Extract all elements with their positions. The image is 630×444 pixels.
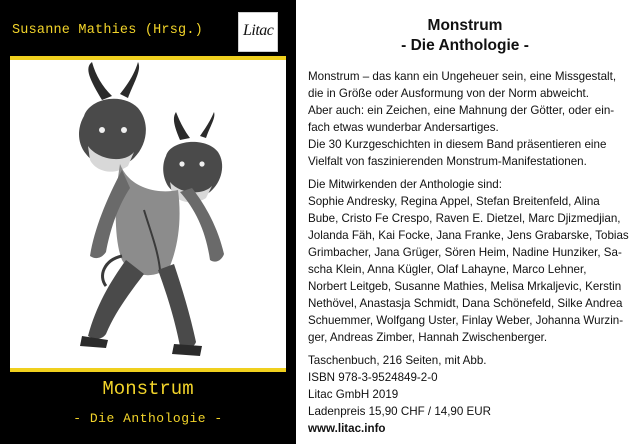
contributors-line: scha Klein, Anna Kügler, Olaf Lahayne, Marco Lehner, [308, 263, 587, 276]
book-description [308, 68, 622, 170]
contributors-line: Schuemmer, Wolfgang Uster, Finlay Weber, Johanna Wurzin- [308, 314, 624, 327]
description-line: Die 30 Kurzgeschichten in diesem Band präsentieren eine [308, 138, 607, 151]
cover-subtitle: - Die Anthologie - [73, 411, 223, 426]
description-line: die in Größe oder Ausformung von der Norm abweicht. [308, 87, 589, 100]
publisher-logo [238, 12, 278, 52]
two-headed-monster-illustration [10, 60, 286, 368]
description-line: Vielfalt von faszinierenden Monstrum-Manifestationen. [308, 155, 587, 168]
contributors-line: Nethövel, Anastasja Schmidt, Dana Schönefeld, Silke Andrea [308, 297, 623, 310]
cover-author: Susanne Mathies (Hrsg.) [12, 23, 203, 38]
contributors-line: Grimbacher, Jana Grüger, Sören Heim, Nadine Hunziker, Sa- [308, 246, 622, 259]
contributors-line: Jolanda Fäh, Kai Focke, Jana Franke, Jens Grabarske, Tobias [308, 229, 629, 242]
contributors-line: Norbert Leitgeb, Susanne Mathies, Melisa Mrkaljevic, Kerstin [308, 280, 622, 293]
cover-illustration [10, 60, 286, 368]
contributors-list [308, 176, 629, 346]
description-line: Monstrum – das kann ein Ungeheuer sein, eine Missgestalt, [308, 70, 617, 83]
publisher-logo-text: Litac [243, 22, 274, 39]
description-line: fach etwas wunderbar Andersartiges. [308, 121, 499, 134]
book-details [308, 352, 622, 437]
cover-title: Monstrum [102, 378, 194, 400]
cover-divider-bottom [10, 368, 286, 372]
book-subtitle: - Die Anthologie - [401, 37, 529, 54]
book-info-panel [308, 16, 629, 437]
book-cover [0, 0, 296, 444]
book-isbn: ISBN 978-3-9524849-2-0 [308, 371, 438, 384]
book-price: Ladenpreis 15,90 CHF / 14,90 EUR [308, 405, 492, 418]
book-title: Monstrum [427, 17, 503, 34]
publisher-website-link[interactable]: www.litac.info [308, 422, 386, 435]
contributors-line: Bube, Cristo Fe Crespo, Raven E. Dietzel, Marc Djizmedjian, [308, 212, 621, 225]
contributors-line: Sophie Andresky, Regina Appel, Stefan Breitenfeld, Alina [308, 195, 600, 208]
description-line: Aber auch: ein Zeichen, eine Mahnung der Götter, oder ein- [308, 104, 615, 117]
contributors-line: Die Mitwirkenden der Anthologie sind: [308, 178, 502, 191]
book-format: Taschenbuch, 216 Seiten, mit Abb. [308, 354, 487, 367]
book-publisher: Litac GmbH 2019 [308, 388, 399, 401]
contributors-line: ger, Andreas Zimber, Hannah Zwischenberger. [308, 331, 548, 344]
